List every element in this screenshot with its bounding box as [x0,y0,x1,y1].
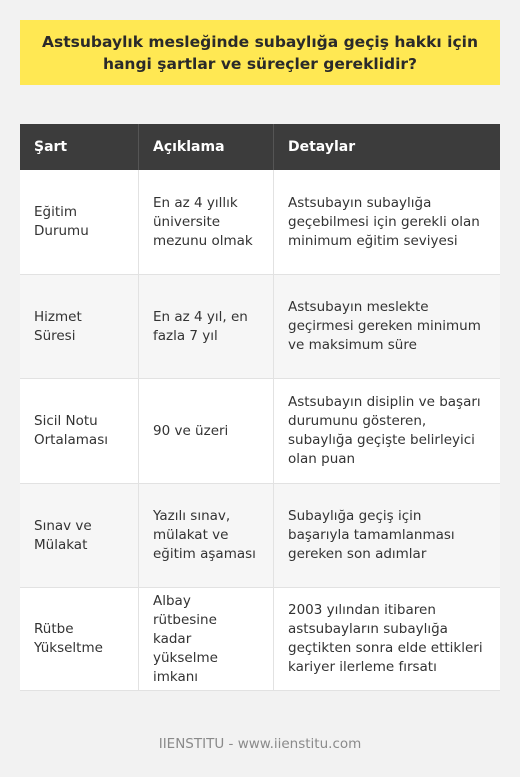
page-title: Astsubaylık mesleğinde subaylığa geçiş hakkı için hangi şartlar ve süreçler gereklidir? [42,32,478,73]
cell-detaylar: Astsubayın subaylığa geçebilmesi için gerekli olan minimum eğitim seviyesi [288,194,480,249]
table-row [20,588,500,691]
title-banner [20,20,500,85]
column-header-aciklama: Açıklama [139,124,274,170]
cell-detaylar: 2003 yılından itibaren astsubayların subaylığa geçtikten sonra elde ettikleri kariyer ilerleme fırsatı [288,602,483,675]
table-row [20,379,500,484]
cell-aciklama: En az 4 yıl, en fazla 7 yıl [139,275,274,378]
column-header-detaylar: Detaylar [288,138,356,155]
table-row [20,170,500,275]
cell-sart: Sınav ve Mülakat [20,484,139,587]
cell-aciklama: Albay rütbesine kadar yükselme imkanı [139,588,274,690]
cell-aciklama: Yazılı sınav, mülakat ve eğitim aşaması [139,484,274,587]
footer-credit: IIENSTITU - www.iienstitu.com [158,736,362,752]
cell-detaylar: Subaylığa geçiş için başarıyla tamamlanması gereken son adımlar [288,508,455,562]
cell-aciklama: En az 4 yıllık üniversite mezunu olmak [139,170,274,274]
cell-sart: Hizmet Süresi [20,275,139,378]
cell-sart: Rütbe Yükseltme [20,588,139,690]
requirements-table [20,124,500,691]
cell-detaylar: Astsubayın disiplin ve başarı durumunu gösteren, subaylığa geçişte belirleyici olan puan [288,394,481,467]
table-row [20,275,500,379]
cell-aciklama: 90 ve üzeri [139,379,274,483]
table-header-row [20,124,500,170]
column-header-sart: Şart [20,124,139,170]
cell-detaylar: Astsubayın meslekte geçirmesi gereken minimum ve maksimum süre [288,299,481,353]
table-row [20,484,500,588]
cell-sart: Sicil Notu Ortalaması [20,379,139,483]
cell-sart: Eğitim Durumu [20,170,139,274]
